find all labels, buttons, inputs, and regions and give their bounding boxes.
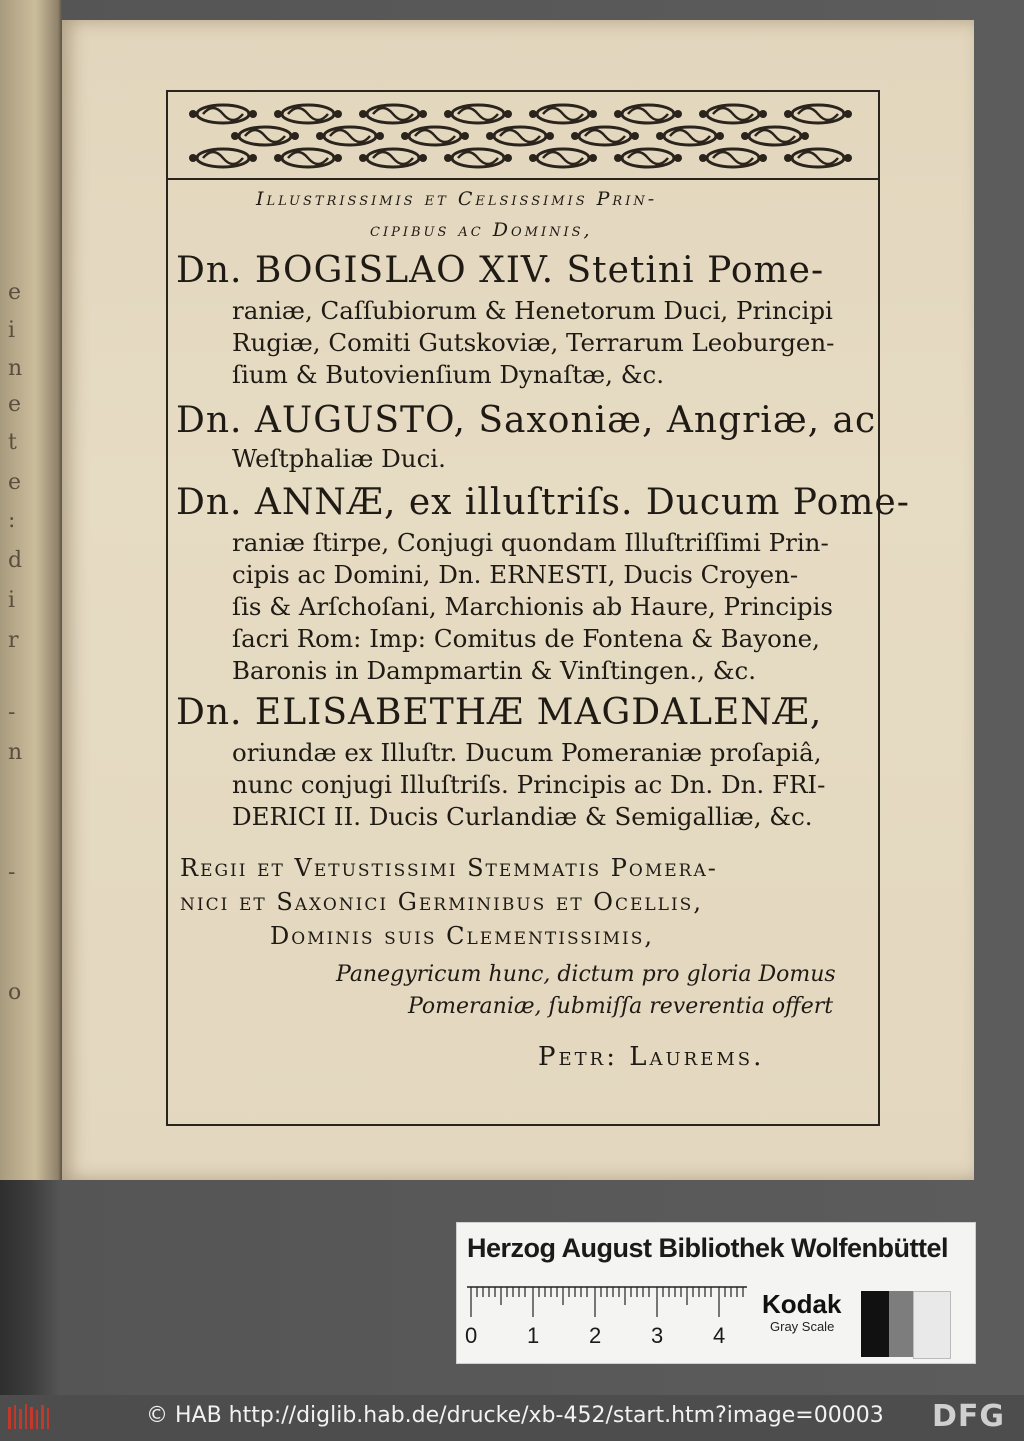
gray-swatch-mid — [889, 1291, 913, 1357]
left-page-fragment: e — [8, 392, 23, 417]
entry-heading: Dn. ANNÆ, ex illuſtriſs. Ducum Pome- — [176, 482, 910, 523]
text-line: ſis & Arſchoſani, Marchionis ab Haure, Principis — [232, 592, 833, 621]
gray-scale-caption: Gray Scale — [770, 1319, 835, 1334]
left-page-fragment: n — [8, 740, 24, 765]
left-facing-page-edge — [0, 0, 62, 1180]
left-page-fragment: : — [8, 508, 17, 533]
ruler-number: 4 — [713, 1323, 726, 1348]
left-page-fragment: o — [8, 980, 23, 1005]
text-line: Baronis in Dampmartin & Vinſtingen., &c. — [232, 656, 757, 685]
left-page-fragment: i — [8, 318, 17, 343]
offering-line: Panegyricum hunc, dictum pro gloria Domus — [336, 962, 836, 987]
text-line: Illustrissimis et Celsissimis Prin- — [256, 188, 658, 210]
dedication-text — [62, 20, 974, 1180]
text-line: ſium & Butovienſium Dynaſtæ, &c. — [232, 360, 665, 389]
text-line: oriundæ ex Illuſtr. Ducum Pomeraniæ proſapiâ, — [232, 738, 822, 767]
dedication-line: nici et Saxonici Germinibus et Ocellis, — [180, 888, 703, 916]
offering-line: Pomeraniæ, ſubmiſſa reverentia offert — [408, 994, 834, 1019]
text-line: Rugiæ, Comiti Gutskoviæ, Terrarum Leoburgen- — [232, 328, 835, 357]
dedication-line: Regii et Vetustissimi Stemmatis Pomera- — [180, 854, 718, 882]
gray-swatch-white — [913, 1291, 951, 1359]
left-page-fragment: n — [8, 356, 24, 381]
left-page-fragment: i — [8, 588, 17, 613]
left-page-fragment: t — [8, 430, 18, 455]
author-signature: Petr: Laurems. — [538, 1042, 765, 1072]
ruler-number: 3 — [651, 1323, 664, 1348]
ruler-number: 0 — [465, 1323, 478, 1348]
text-line: cipibus ac Dominis, — [370, 219, 593, 241]
viewer-footer — [0, 1395, 1024, 1441]
kodak-brand: Kodak — [762, 1289, 842, 1319]
entry-heading: Dn. BOGISLAO XIV. Stetini Pome- — [176, 250, 825, 291]
ruler-number: 2 — [589, 1323, 602, 1348]
entry-heading: Dn. AUGUSTO, Saxoniæ, Angriæ, ac — [176, 400, 877, 441]
text-line: DERICI II. Ducis Curlandiæ & Semigalliæ, &c. — [232, 802, 813, 831]
left-page-fragment: e — [8, 280, 23, 305]
scanned-page — [62, 20, 974, 1180]
ruler-number: 1 — [527, 1323, 540, 1348]
text-line: nunc conjugi Illuſtriſs. Principis ac Dn. Dn. FRI- — [232, 770, 826, 799]
left-page-fragment: - — [8, 700, 17, 725]
library-name: Herzog August Bibliothek Wolfenbüttel — [467, 1233, 948, 1263]
text-line: raniæ ſtirpe, Conjugi quondam Illuſtriſſimi Prin- — [232, 528, 829, 557]
text-line: cipis ac Domini, Dn. ERNESTI, Ducis Croyen- — [232, 560, 799, 589]
hab-barcode-logo-icon — [6, 1401, 52, 1433]
library-color-target — [456, 1222, 976, 1364]
left-page-fragment: d — [8, 548, 24, 573]
left-page-fragment: - — [8, 860, 17, 885]
left-page-fragment: e — [8, 470, 23, 495]
dedication-line: Dominis suis Clementissimis, — [270, 922, 655, 950]
scale-ruler-icon — [467, 1285, 747, 1345]
text-line: raniæ, Caſſubiorum & Henetorum Duci, Principi — [232, 296, 833, 325]
text-line: ſacri Rom: Imp: Comitus de Fontena & Bayone, — [232, 624, 820, 653]
entry-heading: Dn. ELISABETHÆ MAGDALENÆ, — [176, 692, 823, 733]
text-line: Weſtphaliæ Duci. — [232, 444, 446, 473]
left-page-fragment: r — [8, 628, 20, 653]
copyright-url[interactable]: © HAB http://diglib.hab.de/drucke/xb-452/start.htm?image=00003 — [146, 1403, 884, 1428]
gray-swatch-black — [861, 1291, 889, 1357]
dfg-logo: DFG — [932, 1399, 1006, 1434]
